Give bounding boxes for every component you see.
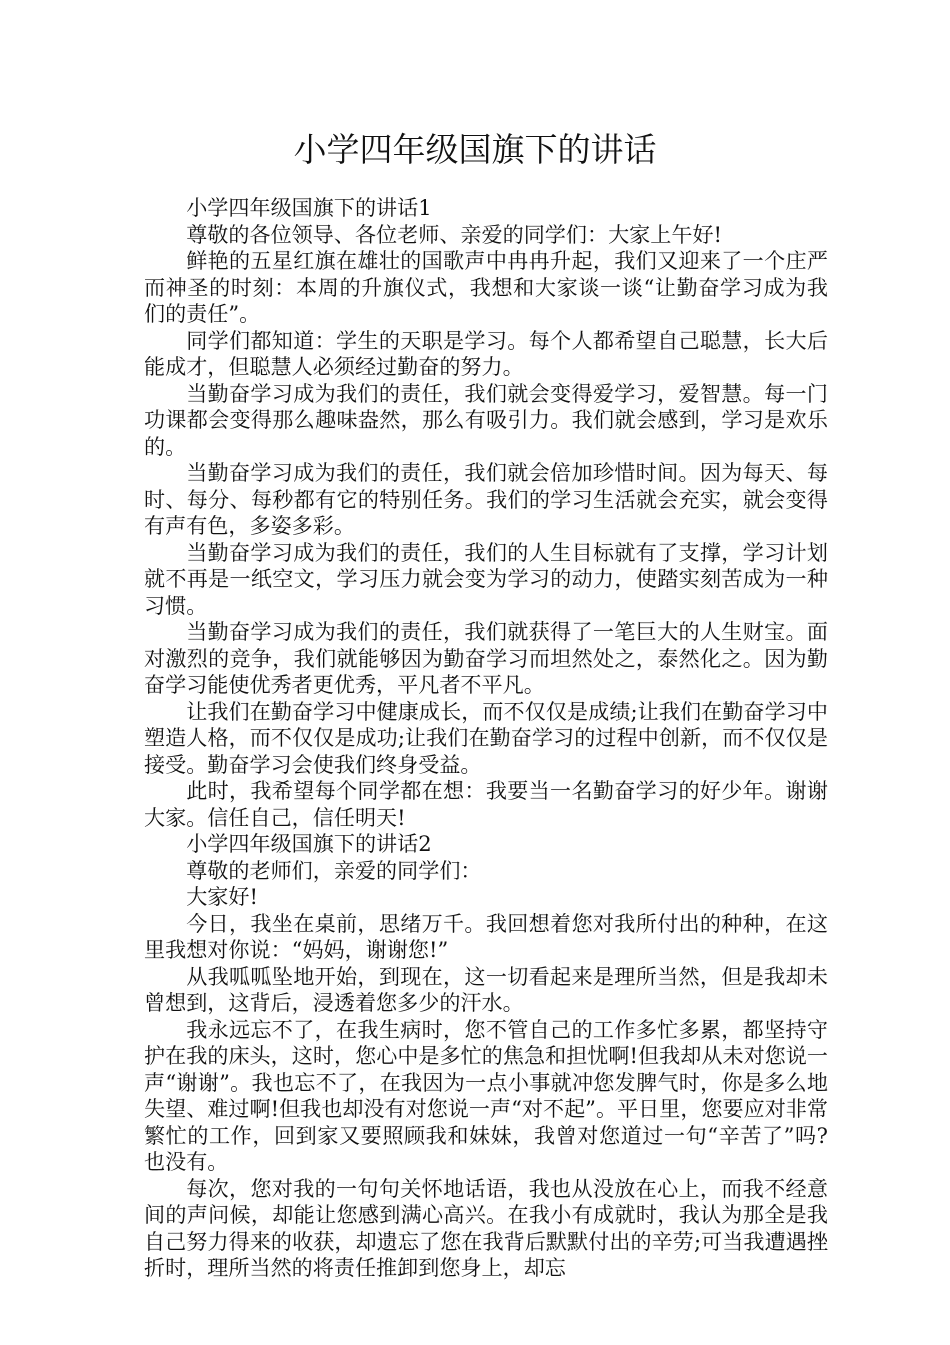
paragraph-heading-2: 小学四年级国旗下的讲话2 [186, 831, 432, 856]
paragraph: 鲜艳的五星红旗在雄壮的国歌声中冉冉升起，我们又迎来了一个庄严而神圣的时刻：本周的升旗仪式，我想和大家谈一谈“让勤奋学习成为我们的责任”。 [144, 248, 828, 326]
paragraph: 当勤奋学习成为我们的责任，我们就会变得爱学习，爱智慧。每一门功课都会变得那么趣味盎然，那么有吸引力。我们就会感到，学习是欢乐的。 [144, 380, 828, 459]
paragraph-greeting-1: 尊敬的各位领导、各位老师、亲爱的同学们：大家上午好! [186, 221, 723, 247]
paragraph: 当勤奋学习成为我们的责任，我们的人生目标就有了支撑，学习计划就不再是一纸空文，学习压力就会变为学习的动力，使踏实刻苦成为一种习惯。 [144, 539, 828, 618]
paragraph: 每次，您对我的一句句关怀地话语，我也从没放在心上，而我不经意间的声问候，却能让您感到满心高兴。在我小有成就时，我认为那全是我自己努力得来的收获，却遗忘了您在我背后默默付出的辛劳;可当我遭遇挫折时，理所当然的将责任推卸到您身上，却忘 [144, 1175, 828, 1280]
paragraph: 今日，我坐在桌前，思绪万千。我回想着您对我所付出的种种，在这里我想对你说：“妈妈，谢谢您!” [144, 910, 828, 962]
paragraph: 当勤奋学习成为我们的责任，我们就获得了一笔巨大的人生财宝。面对激烈的竞争，我们就能够因为勤奋学习而坦然处之，泰然化之。因为勤奋学习能使优秀者更优秀，平凡者不平凡。 [144, 619, 828, 697]
document-body [144, 195, 828, 1345]
paragraph: 当勤奋学习成为我们的责任，我们就会倍加珍惜时间。因为每天、每时、每分、每秒都有它的特别任务。我们的学习生活就会充实，就会变得有声有色，多姿多彩。 [144, 460, 828, 538]
paragraph: 大家好! [186, 884, 258, 909]
paragraph-heading-1: 小学四年级国旗下的讲话1 [186, 195, 432, 220]
paragraph: 从我呱呱坠地开始，到现在，这一切看起来是理所当然，但是我却未曾想到，这背后，浸透着您多少的汗水。 [144, 963, 828, 1015]
paragraph: 此时，我希望每个同学都在想：我要当一名勤奋学习的好少年。谢谢大家。信任自己，信任明天! [144, 778, 828, 830]
document-title: 小学四年级国旗下的讲话 [293, 130, 657, 169]
paragraph: 同学们都知道：学生的天职是学习。每个人都希望自己聪慧，长大后能成才，但聪慧人必须经过勤奋的努力。 [144, 327, 828, 379]
paragraph-greeting-2: 尊敬的老师们，亲爱的同学们： [186, 857, 482, 883]
paragraph: 让我们在勤奋学习中健康成长，而不仅仅是成绩;让我们在勤奋学习中塑造人格，而不仅仅是成功;让我们在勤奋学习的过程中创新，而不仅仅是接受。勤奋学习会使我们终身受益。 [144, 698, 828, 777]
paragraph: 我永远忘不了，在我生病时，您不管自己的工作多忙多累，都坚持守护在我的床头，这时，您心中是多忙的焦急和担忧啊!但我却从未对您说一声“谢谢”。我也忘不了，在我因为一点小事就冲您发脾气时，你是多么地失望、难过啊!但我也却没有对您说一声“对不起”。平日里，您要应对非常繁忙的工作，回到家又要照顾我和妹妹，我曾对您道过一句“辛苦了”吗?也没有。 [144, 1016, 828, 1174]
